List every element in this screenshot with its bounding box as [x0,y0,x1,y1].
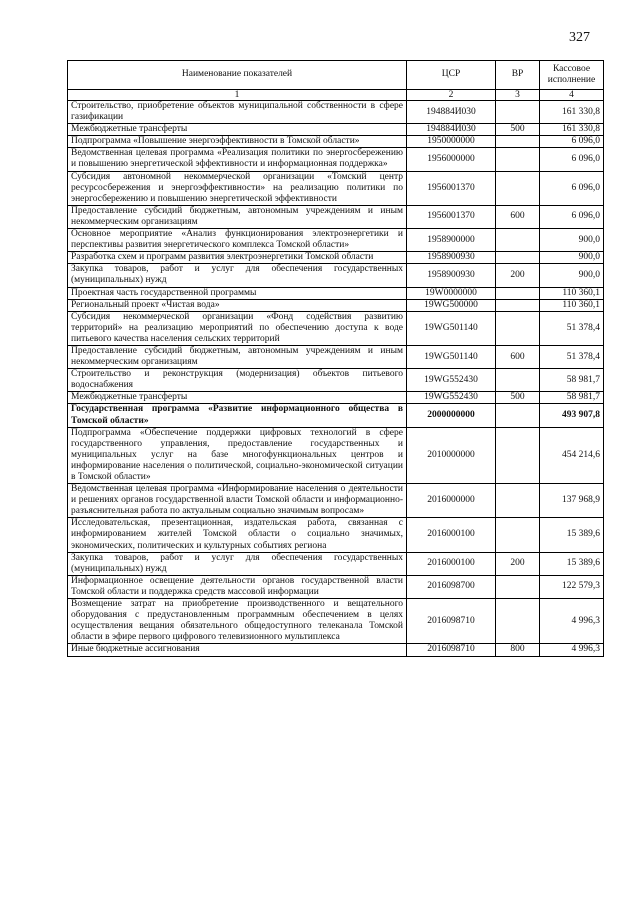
row-name: Основное мероприятие «Анализ функционирования электроэнергетики и перспективы развития энергетического комплекса Томской области» [68,229,407,252]
row-csr: 2016000100 [407,552,496,575]
row-vr: 800 [496,644,540,656]
row-csr: 19WG552430 [407,369,496,392]
row-name: Закупка товаров, работ и услуг для обеспечения государственных (муниципальных) нужд [68,264,407,287]
row-vr: 600 [496,205,540,228]
row-csr: 19WG501140 [407,345,496,368]
header-vr: ВР [496,61,540,90]
row-vr [496,575,540,598]
row-amount: 6 096,0 [540,171,604,205]
table-row [68,404,604,427]
row-name: Исследовательская, презентационная, издательская работа, связанная с информированием жителей Томской области о социально значимых, экономических, политических и культурных событиях региона [68,518,407,552]
row-vr [496,369,540,392]
row-csr: 2010000000 [407,427,496,483]
row-amount: 110 360,1 [540,287,604,299]
row-vr [496,229,540,252]
table-row [68,299,604,311]
table-row [68,136,604,148]
header-row [68,61,604,90]
row-csr: 1950000000 [407,136,496,148]
row-amount: 51 378,4 [540,311,604,345]
table-body [68,101,604,657]
header-amount: Кассовое исполнение [540,61,604,90]
row-csr: 1958900000 [407,229,496,252]
row-vr [496,427,540,483]
row-amount: 493 907,8 [540,404,604,427]
row-csr: 1956001370 [407,205,496,228]
table-row [68,644,604,656]
row-amount: 122 579,3 [540,575,604,598]
table-row [68,575,604,598]
row-name: Иные бюджетные ассигнования [68,644,407,656]
row-vr [496,136,540,148]
row-csr: 1956001370 [407,171,496,205]
row-name: Разработка схем и программ развития электроэнергетики Томской области [68,252,407,264]
row-name: Возмещение затрат на приобретение производственного и вещательного оборудования с предустановленным программным обеспечением в целях осуществления вещания обязательного общедоступного телеканала Томской области в эфире первого цифрового телевизионного мультиплекса [68,599,407,644]
row-amount: 6 096,0 [540,148,604,171]
header-name: Наименование показателей [68,61,407,90]
row-name: Предоставление субсидий бюджетным, автономным учреждениям и иным некоммерческим организациям [68,345,407,368]
row-amount: 15 389,6 [540,518,604,552]
row-csr: 19WG501140 [407,311,496,345]
table-row [68,427,604,483]
table-row [68,484,604,518]
row-csr: 194884И030 [407,124,496,136]
row-amount: 58 981,7 [540,369,604,392]
row-amount: 6 096,0 [540,205,604,228]
row-vr [496,599,540,644]
row-vr [496,171,540,205]
row-csr: 2000000000 [407,404,496,427]
table-row [68,311,604,345]
row-amount: 4 996,3 [540,599,604,644]
table-row [68,101,604,124]
row-vr [496,252,540,264]
row-vr [496,404,540,427]
row-vr: 500 [496,392,540,404]
row-amount: 6 096,0 [540,136,604,148]
row-name: Предоставление субсидий бюджетным, автономным учреждениям и иным некоммерческим организациям [68,205,407,228]
row-amount: 58 981,7 [540,392,604,404]
row-amount: 161 330,8 [540,101,604,124]
table-row [68,229,604,252]
row-name: Межбюджетные трансферты [68,392,407,404]
row-csr: 19W0000000 [407,287,496,299]
row-name: Государственная программа «Развитие информационного общества в Томской области» [68,404,407,427]
table-row [68,148,604,171]
row-vr [496,484,540,518]
table-row [68,392,604,404]
row-name: Подпрограмма «Повышение энергоэффективности в Томской области» [68,136,407,148]
row-amount: 900,0 [540,229,604,252]
row-csr: 19WG500000 [407,299,496,311]
row-name: Субсидия некоммерческой организации «Фонд содействия развитию территорий» на реализацию мероприятий по обеспечению доступа к воде питьевого качества населения сельских территорий [68,311,407,345]
row-amount: 137 968,9 [540,484,604,518]
page-number: 327 [569,30,590,45]
row-csr: 1958900930 [407,252,496,264]
row-vr [496,101,540,124]
row-vr [496,299,540,311]
column-number: 4 [540,90,604,101]
table-row [68,264,604,287]
row-name: Строительство, приобретение объектов муниципальной собственности в сфере газификации [68,101,407,124]
table-row [68,345,604,368]
row-amount: 900,0 [540,264,604,287]
row-name: Закупка товаров, работ и услуг для обеспечения государственных (муниципальных) нужд [68,552,407,575]
row-vr [496,311,540,345]
row-vr [496,518,540,552]
budget-execution-table [67,60,604,657]
table-row [68,124,604,136]
row-vr [496,287,540,299]
row-vr: 200 [496,264,540,287]
row-name: Субсидия автономной некоммерческой организации «Томский центр ресурсосбережения и энергоэффективности» на реализацию политики по энергосбережению и повышению энергетической эффективности [68,171,407,205]
table-row [68,599,604,644]
row-name: Ведомственная целевая программа «Реализация политики по энергосбережению и повышению энергетической эффективности и информационная поддержка» [68,148,407,171]
row-csr: 2016098710 [407,599,496,644]
row-name: Ведомственная целевая программа «Информирование населения о деятельности и решениях органов государственной власти Томской области и информационно-разъяснительная работа по актуальным социально значимым вопросам» [68,484,407,518]
column-number: 1 [68,90,407,101]
row-name: Межбюджетные трансферты [68,124,407,136]
row-vr: 200 [496,552,540,575]
table-row [68,252,604,264]
column-number: 2 [407,90,496,101]
table-row [68,369,604,392]
row-vr [496,148,540,171]
row-name: Информационное освещение деятельности органов государственной власти Томской области и поддержка средств массовой информации [68,575,407,598]
row-name: Региональный проект «Чистая вода» [68,299,407,311]
row-csr: 2016098700 [407,575,496,598]
row-vr: 600 [496,345,540,368]
row-amount: 51 378,4 [540,345,604,368]
row-csr: 1956000000 [407,148,496,171]
row-csr: 2016098710 [407,644,496,656]
column-number: 3 [496,90,540,101]
row-amount: 15 389,6 [540,552,604,575]
header-csr: ЦСР [407,61,496,90]
row-amount: 110 360,1 [540,299,604,311]
column-number-row [68,90,604,101]
row-name: Подпрограмма «Обеспечение поддержки цифровых технологий в сфере государственного управления, предоставление государственных и муниципальных услуг на базе многофункциональных центров и информирование населения о политической, социально-экономической ситуации в Томской области» [68,427,407,483]
table-row [68,518,604,552]
table-row [68,287,604,299]
table-row [68,205,604,228]
row-csr: 2016000000 [407,484,496,518]
row-amount: 161 330,8 [540,124,604,136]
row-name: Строительство и реконструкция (модернизация) объектов питьевого водоснабжения [68,369,407,392]
row-csr: 19WG552430 [407,392,496,404]
row-csr: 194884И030 [407,101,496,124]
row-amount: 4 996,3 [540,644,604,656]
table-row [68,552,604,575]
row-vr: 500 [496,124,540,136]
table-row [68,171,604,205]
row-amount: 454 214,6 [540,427,604,483]
row-csr: 1958900930 [407,264,496,287]
row-name: Проектная часть государственной программы [68,287,407,299]
row-csr: 2016000100 [407,518,496,552]
row-amount: 900,0 [540,252,604,264]
